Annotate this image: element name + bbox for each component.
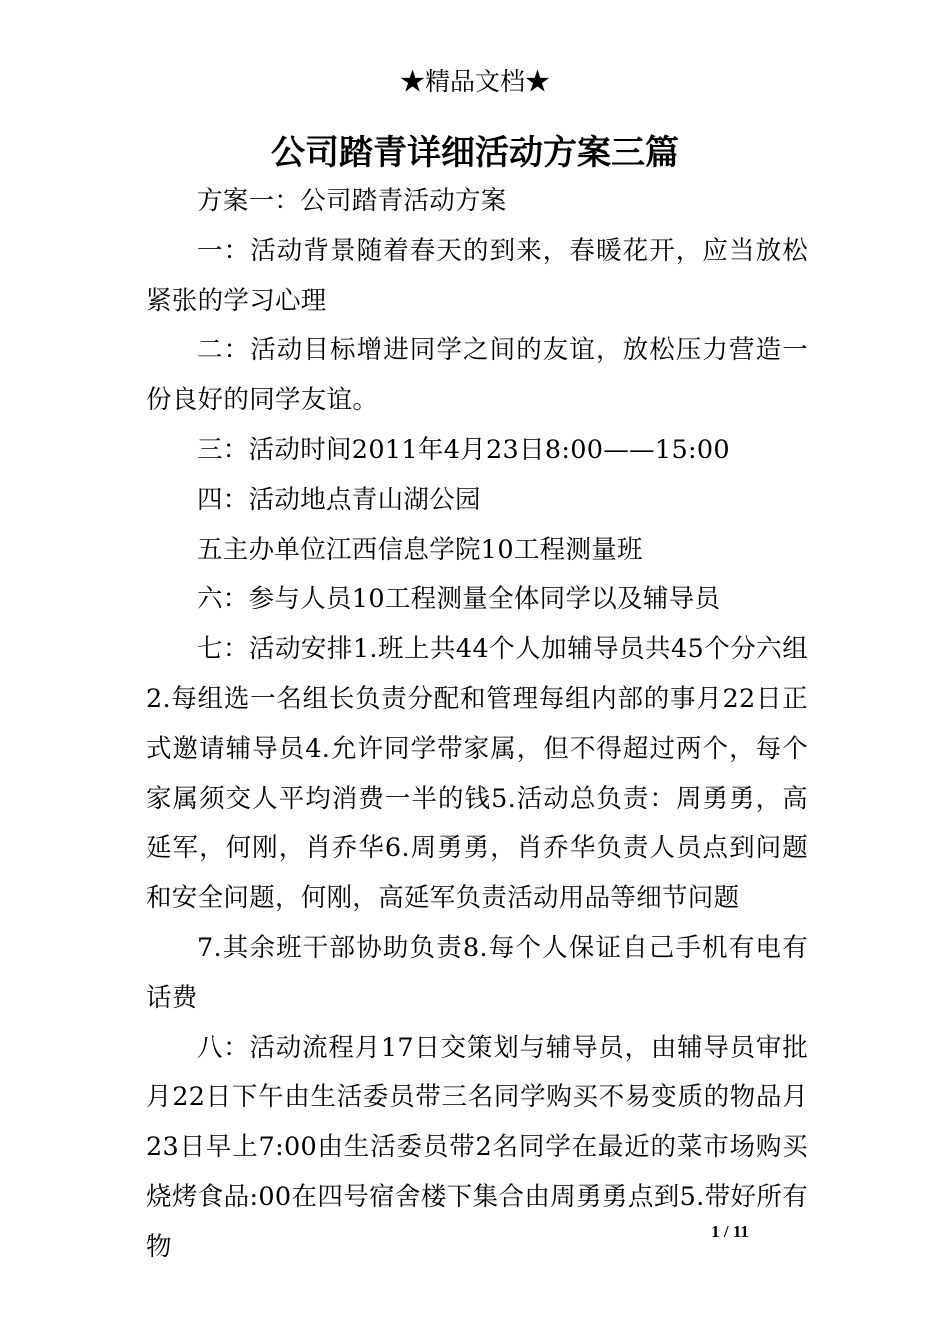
page-number: 1 / 11 (711, 1222, 749, 1241)
paragraph: 六：参与人员10工程测量全体同学以及辅导员 (197, 584, 721, 615)
document-body (146, 177, 808, 1273)
paragraph: 方案一：公司踏青活动方案 (197, 186, 507, 216)
paragraph: 五主办单位江西信息学院10工程测量班 (197, 534, 643, 565)
paragraph: 三：活动时间2011年4月23日8:00——15:00 (197, 434, 730, 465)
paragraph: 四：活动地点青山湖公园 (197, 484, 481, 515)
paragraph: 八：活动流程月17日交策划与辅导员，由辅导员审批月22日下午由生活委员带三名同学购买不易变质的物品月23日早上7:00由生活委员带2名同学在最近的菜市场购买烧烤食品:00在四号宿舍楼下集合由周勇勇点到5.带好所有物 (146, 1032, 808, 1262)
document-title: 公司踏青详细活动方案三篇 (271, 133, 679, 173)
paragraph: 7.其余班干部协助负责8.每个人保证自己手机有电有话费 (146, 932, 808, 1013)
paragraph: 七：活动安排1.班上共44个人加辅导员共45个分六组2.每组选一名组长负责分配和管理每组内部的事月22日正式邀请辅导员4.允许同学带家属，但不得超过两个，每个家属须交人平均消费一半的钱5.活动总负责：周勇勇，高延军，何刚，肖乔华6.周勇勇，肖乔华负责人员点到问题和安全问题，何刚，高延军负责活动用品等细节问题 (146, 634, 808, 914)
paragraph: 一：活动背景随着春天的到来，春暖花开，应当放松紧张的学习心理 (146, 235, 808, 316)
paragraph: 二：活动目标增进同学之间的友谊，放松压力营造一份良好的同学友谊。 (146, 335, 808, 416)
document-header: ★精品文档★ (399, 67, 550, 96)
